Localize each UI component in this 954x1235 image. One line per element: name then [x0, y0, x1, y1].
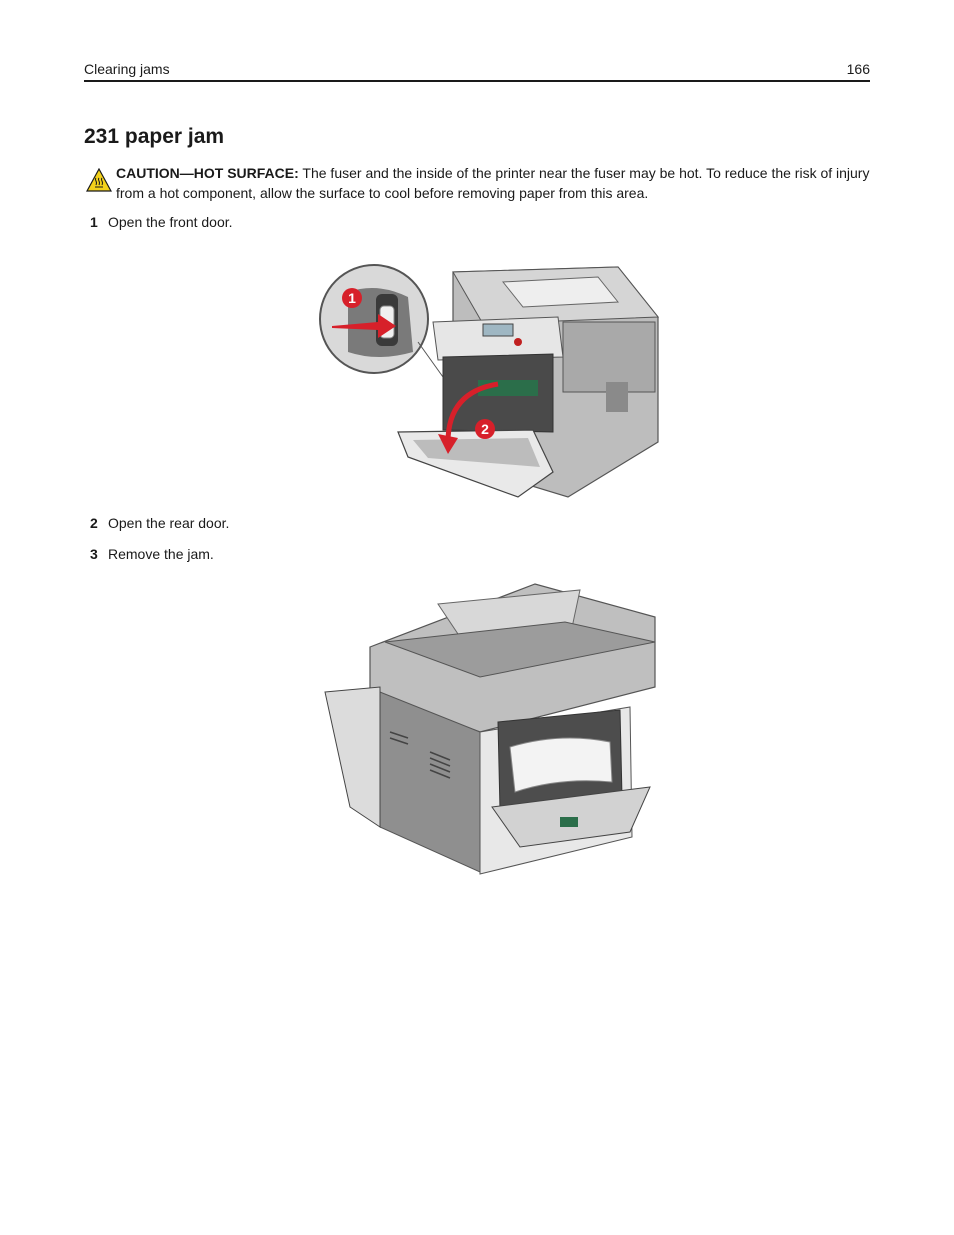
- step-number: 1: [90, 214, 98, 230]
- hot-surface-warning-icon: [86, 168, 112, 192]
- printer-rear-view: [325, 584, 655, 874]
- page-number: 166: [846, 61, 870, 77]
- step-text: Remove the jam.: [108, 546, 214, 562]
- step-3: [90, 546, 214, 562]
- step-number: 3: [90, 546, 98, 562]
- front-door-illustration: [318, 262, 663, 502]
- header-divider: [84, 80, 870, 82]
- caution-label: CAUTION—HOT SURFACE:: [116, 165, 299, 181]
- caution-paragraph: [116, 163, 876, 203]
- section-title: 231 paper jam: [84, 125, 225, 148]
- rear-door-illustration: [320, 582, 662, 884]
- callout-1-label: 1: [348, 290, 356, 306]
- running-header-section: Clearing jams: [84, 61, 170, 77]
- caution-body: The fuser and the inside of the printer near the fuser may be hot. To reduce the risk of injury from a hot component, allow the surface to cool before removing paper from this area.: [116, 165, 870, 201]
- step-1: [90, 214, 233, 230]
- zoom-inset: [320, 265, 428, 373]
- step-number: 2: [90, 515, 98, 531]
- step-2: [90, 515, 229, 531]
- step-text: Open the front door.: [108, 214, 233, 230]
- step-text: Open the rear door.: [108, 515, 230, 531]
- callout-2-label: 2: [481, 421, 489, 437]
- printer-front-view: [398, 267, 658, 497]
